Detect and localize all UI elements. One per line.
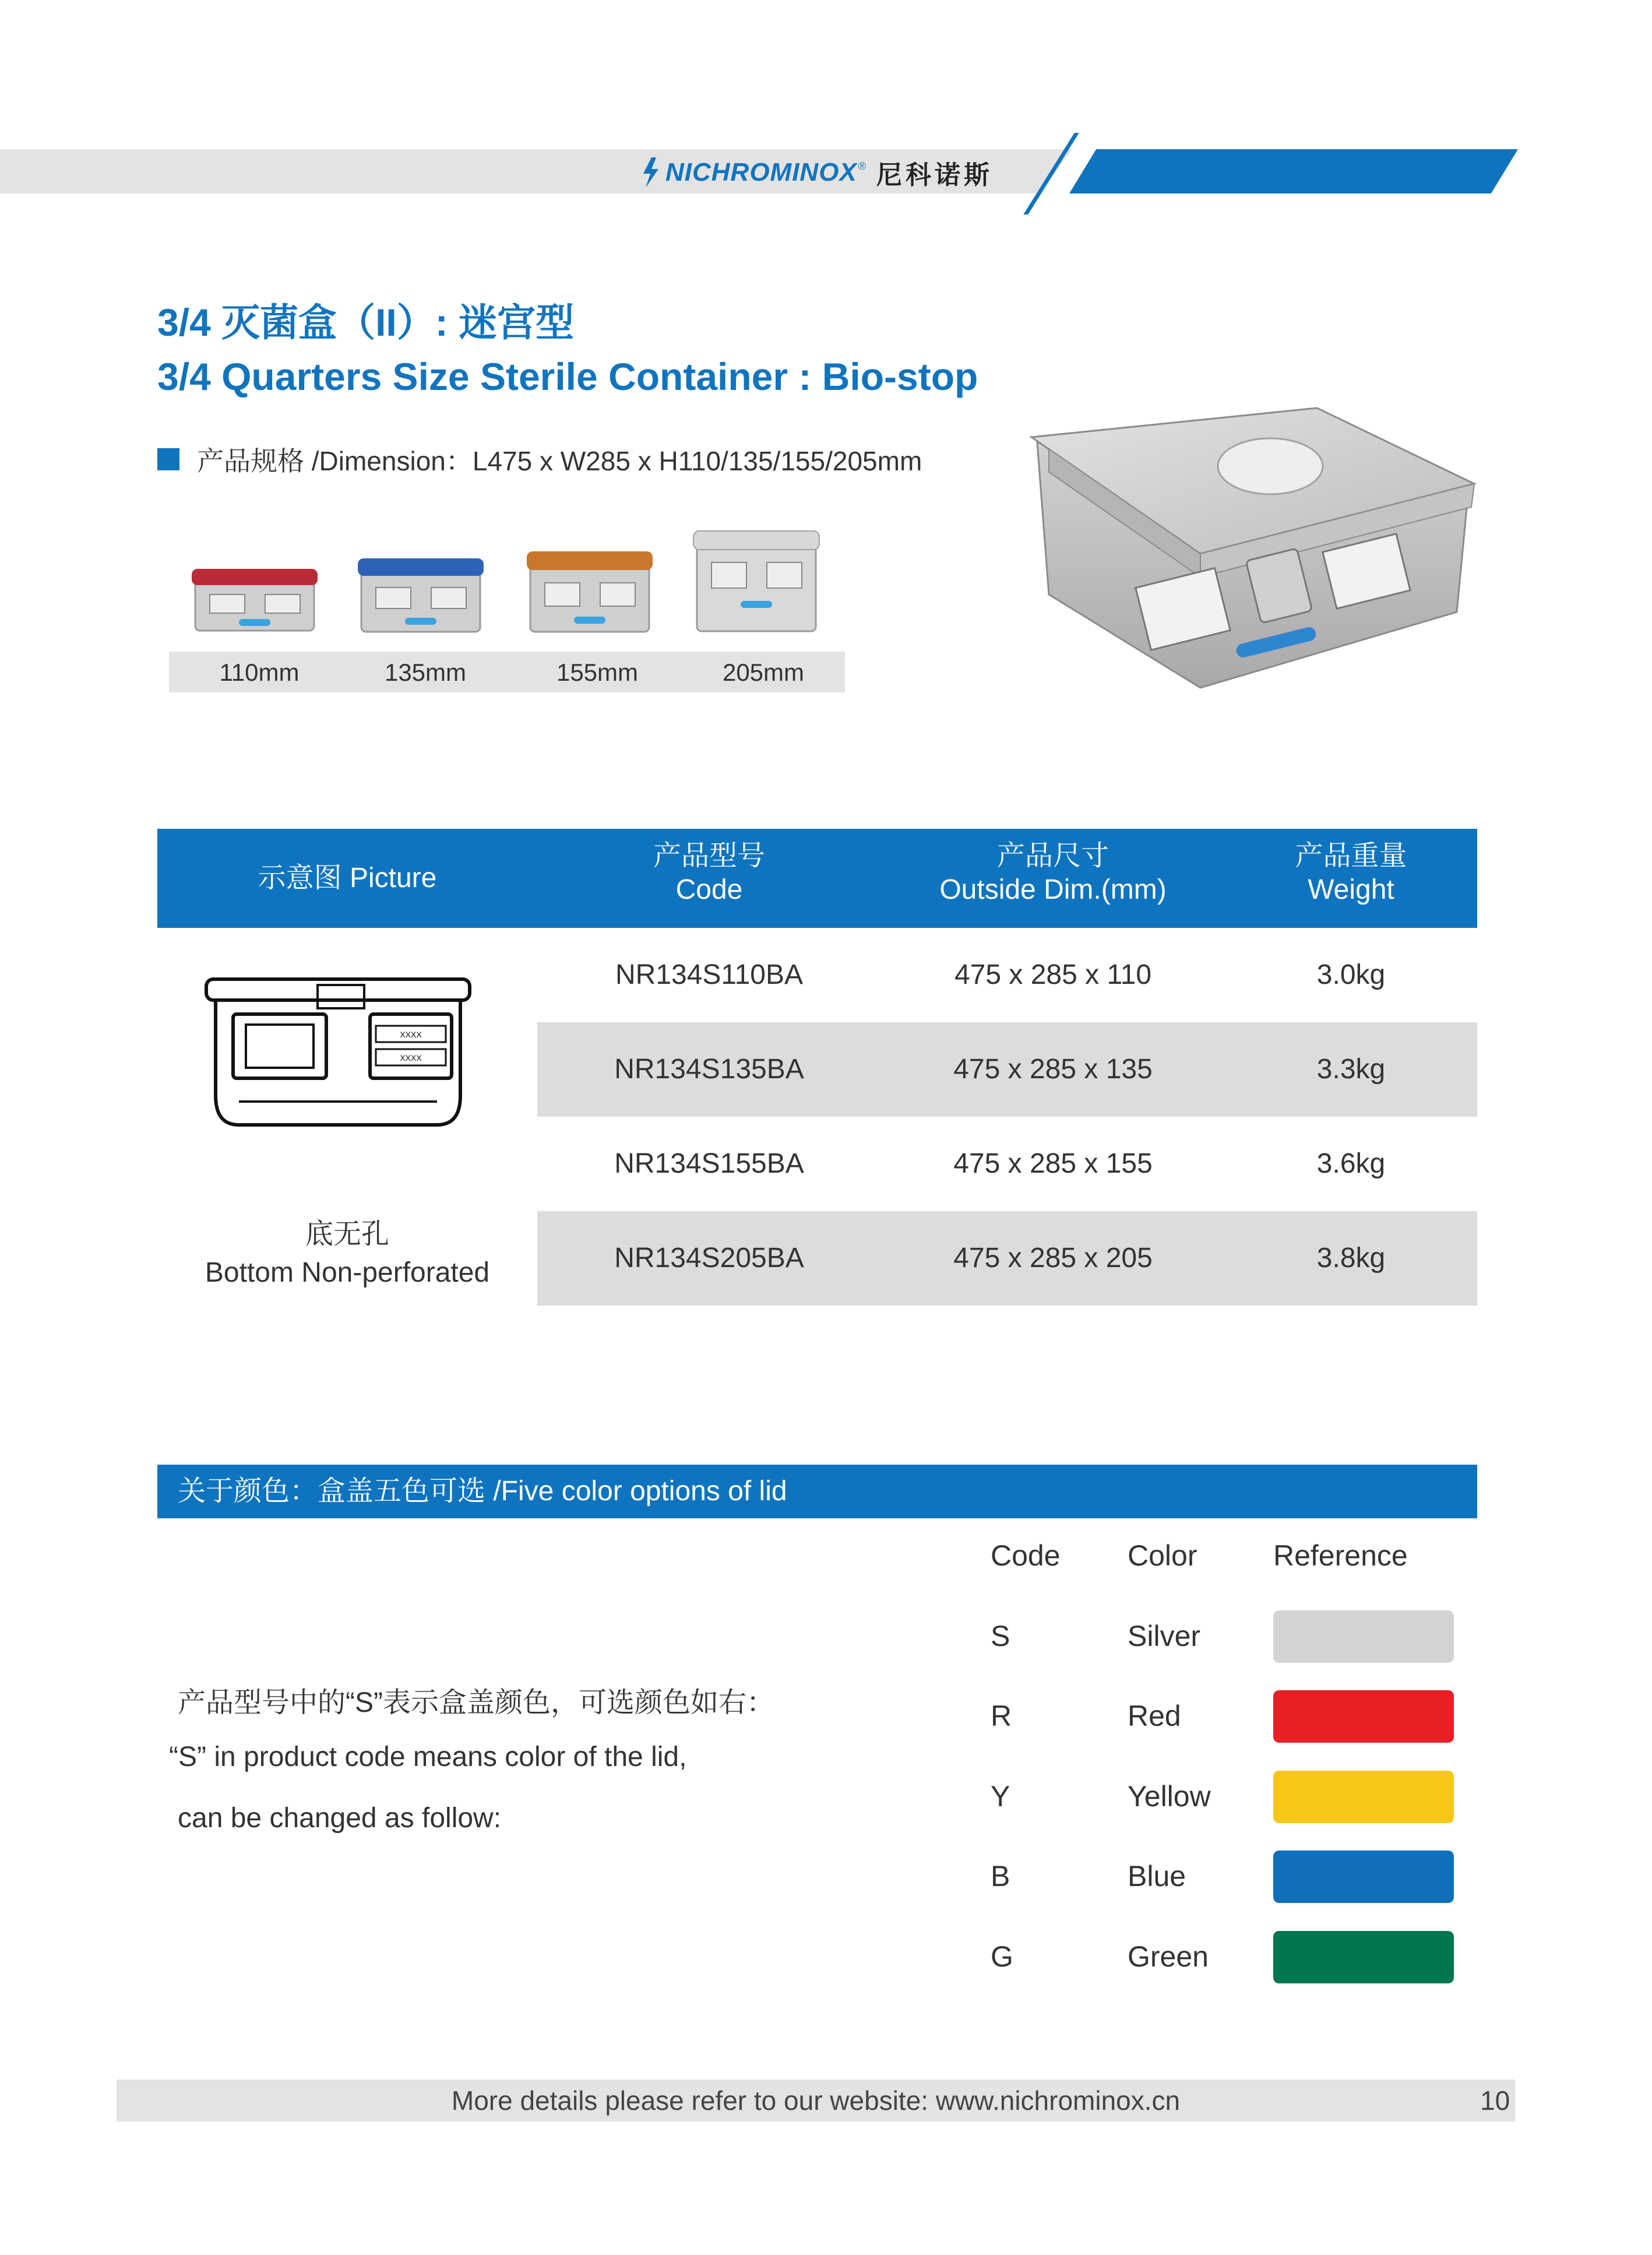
color-note-cn: 产品型号中的“S”表示盒盖颜色，可选颜色如右： bbox=[178, 1687, 774, 1718]
size-label-205: 205mm bbox=[722, 659, 805, 686]
brand-logo bbox=[639, 154, 993, 191]
size-label-135: 135mm bbox=[384, 659, 467, 686]
container-thumb-205 bbox=[691, 527, 822, 635]
col-header-code-cn: 产品型号 bbox=[653, 840, 765, 871]
cell-dim-4: 475 x 285 x 205 bbox=[953, 1243, 1153, 1274]
picture-note-en: Bottom Non-perforated bbox=[205, 1257, 490, 1288]
size-label-155: 155mm bbox=[556, 659, 639, 686]
color-name-yellow: Yellow bbox=[1128, 1780, 1211, 1813]
color-swatch-red bbox=[1273, 1690, 1454, 1743]
col-header-code bbox=[537, 839, 881, 907]
color-code-b: B bbox=[991, 1860, 1010, 1892]
cell-dim-3: 475 x 285 x 155 bbox=[953, 1148, 1153, 1179]
drawing-label-2: XXXX bbox=[400, 1053, 422, 1063]
col-header-dim-cn: 产品尺寸 bbox=[996, 840, 1109, 871]
color-swatch-silver bbox=[1273, 1610, 1454, 1663]
color-swatch-green bbox=[1273, 1931, 1454, 1983]
cell-weight-3: 3.6kg bbox=[1316, 1148, 1386, 1179]
col-header-weight-en: Weight bbox=[1308, 874, 1394, 905]
sterile-container-photo bbox=[1026, 402, 1480, 694]
cell-code-2: NR134S135BA bbox=[614, 1054, 804, 1085]
color-col-header-code: Code bbox=[991, 1539, 1061, 1572]
container-thumb-135 bbox=[355, 555, 486, 636]
cell-weight-1: 3.0kg bbox=[1316, 959, 1386, 990]
brand-name: NICHROMINOX bbox=[665, 158, 857, 187]
col-header-dim bbox=[881, 839, 1225, 907]
color-swatch-yellow bbox=[1273, 1771, 1454, 1823]
dimension-text: 产品规格 /Dimension：L475 x W285 x H110/135/155/205mm bbox=[197, 446, 922, 476]
col-header-dim-en: Outside Dim.(mm) bbox=[939, 874, 1167, 905]
cell-code-1: NR134S110BA bbox=[615, 959, 803, 990]
color-note-en-1: “S” in product code means color of the lid, bbox=[169, 1742, 687, 1772]
page-title-en: 3/4 Quarters Size Sterile Container : Bio-stop bbox=[157, 355, 978, 398]
brand-name-cn: 尼科诺斯 bbox=[876, 161, 994, 189]
color-swatch-blue bbox=[1273, 1851, 1454, 1903]
col-header-picture: 示意图 Picture bbox=[258, 863, 437, 893]
col-header-weight-cn: 产品重量 bbox=[1295, 840, 1407, 871]
bullet-square-icon bbox=[157, 448, 179, 470]
page-number: 10 bbox=[1480, 2085, 1510, 2116]
nichrominox-logo-icon bbox=[639, 156, 662, 189]
color-options-title: 关于颜色：盒盖五色可选 /Five color options of lid bbox=[178, 1476, 787, 1507]
cell-dim-2: 475 x 285 x 135 bbox=[953, 1054, 1153, 1085]
registered-mark: ® bbox=[858, 160, 866, 172]
drawing-label-1: XXXX bbox=[400, 1030, 422, 1039]
color-name-silver: Silver bbox=[1128, 1620, 1201, 1652]
color-code-s: S bbox=[991, 1620, 1010, 1652]
header-blue-band bbox=[1069, 149, 1518, 194]
size-label-110: 110mm bbox=[219, 659, 300, 686]
color-name-red: Red bbox=[1128, 1700, 1181, 1732]
color-note-en-2: can be changed as follow: bbox=[178, 1803, 502, 1834]
color-col-header-reference: Reference bbox=[1273, 1539, 1408, 1572]
dimension-spec bbox=[157, 440, 922, 479]
color-code-g: G bbox=[991, 1940, 1013, 1973]
page-title-cn: 3/4 灭菌盒（II）: 迷宫型 bbox=[157, 301, 575, 344]
container-thumb-155 bbox=[524, 548, 655, 636]
cell-code-4: NR134S205BA bbox=[614, 1243, 804, 1274]
color-col-header-color: Color bbox=[1128, 1539, 1197, 1572]
picture-note bbox=[157, 1215, 537, 1292]
cell-dim-1: 475 x 285 x 110 bbox=[954, 959, 1152, 990]
color-code-y: Y bbox=[991, 1780, 1010, 1813]
footer-website-text: More details please refer to our website: www.nichrominox.cn bbox=[451, 2085, 1181, 2116]
col-header-code-en: Code bbox=[675, 874, 743, 905]
cell-weight-2: 3.3kg bbox=[1316, 1054, 1386, 1085]
container-line-drawing bbox=[204, 968, 472, 1131]
color-code-r: R bbox=[991, 1700, 1012, 1732]
color-name-blue: Blue bbox=[1128, 1860, 1186, 1892]
container-thumb-110 bbox=[189, 565, 320, 635]
cell-code-3: NR134S155BA bbox=[614, 1148, 804, 1179]
color-name-green: Green bbox=[1128, 1940, 1209, 1973]
picture-note-cn: 底无孔 bbox=[305, 1219, 389, 1250]
cell-weight-4: 3.8kg bbox=[1316, 1243, 1386, 1274]
col-header-weight bbox=[1225, 839, 1477, 907]
